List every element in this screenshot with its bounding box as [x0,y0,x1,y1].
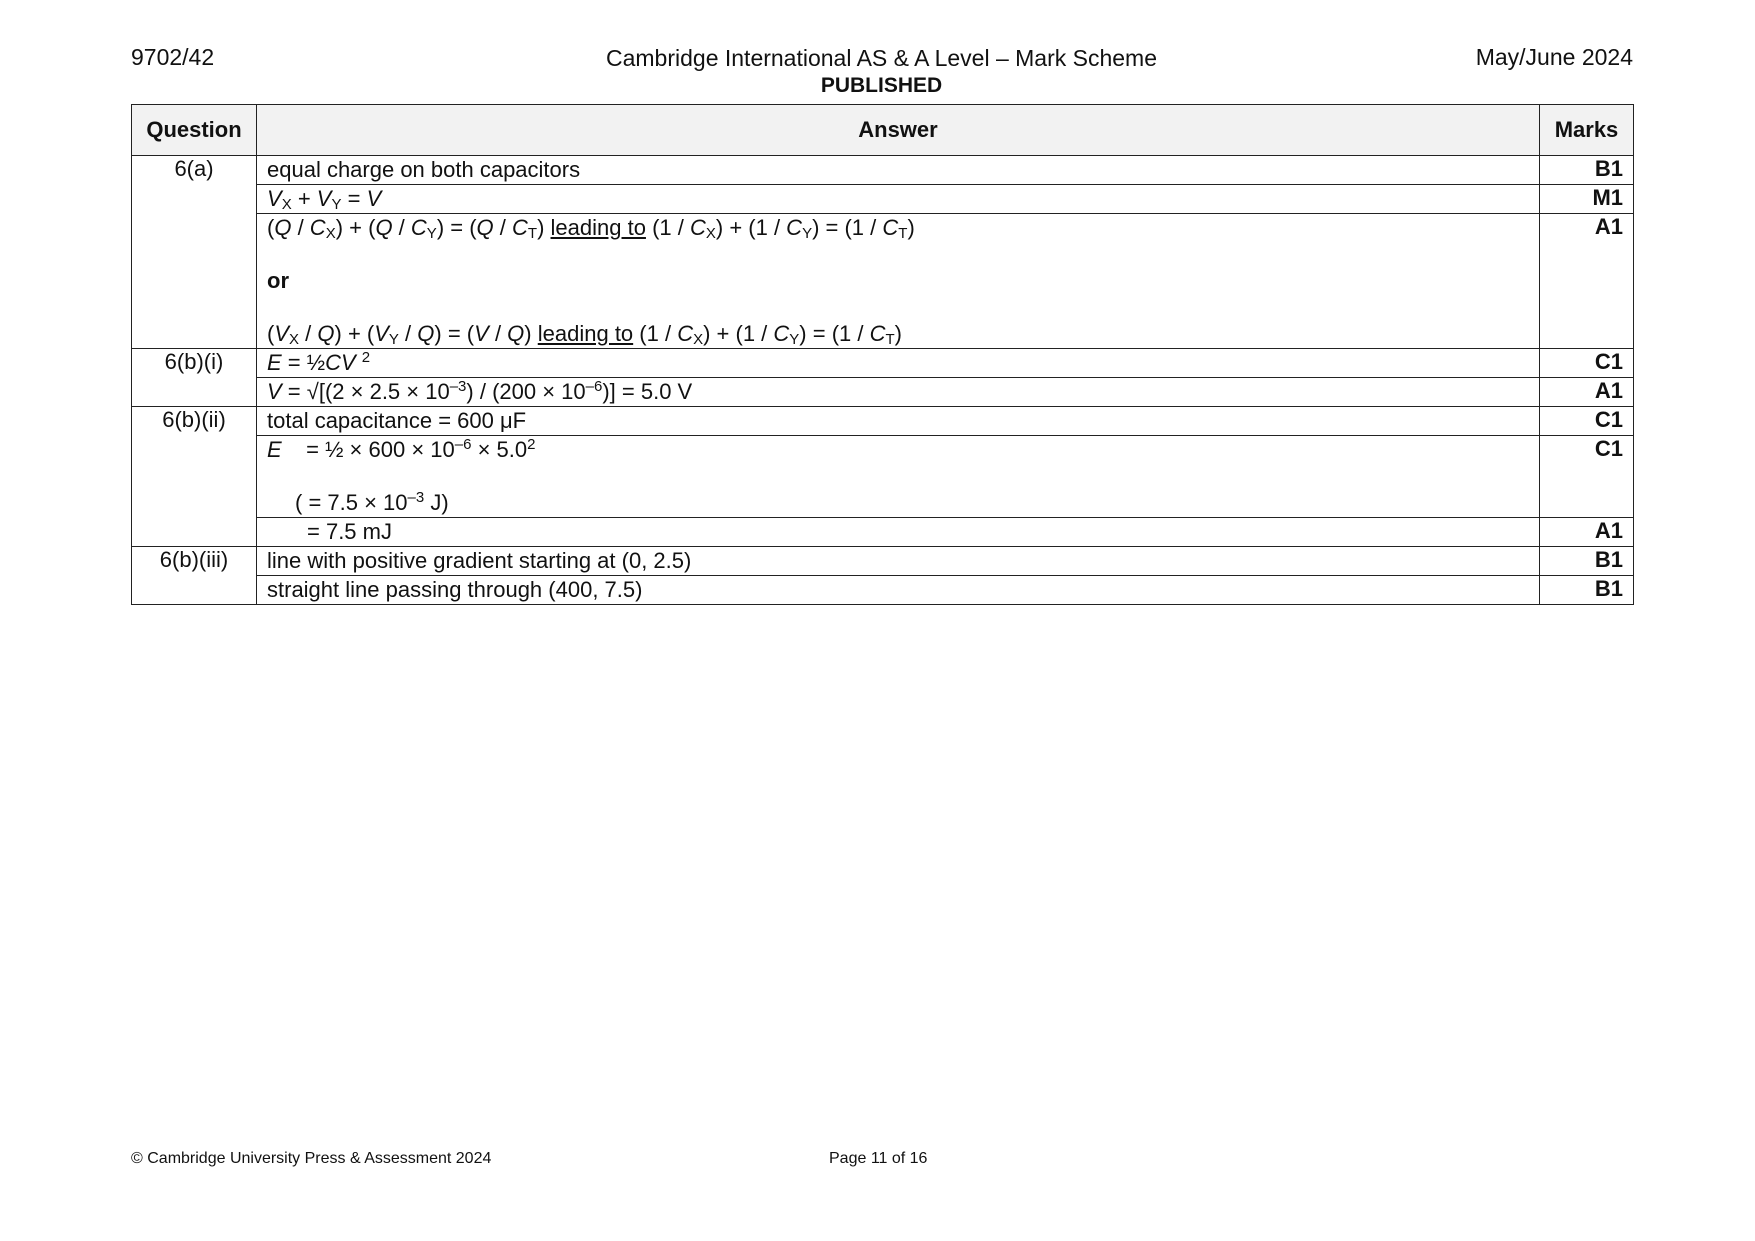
answer-text: $V = √[(2 \times 2.5 \times 10^{-3}) / (200 \times 10^{-6})] = 5.0$ V [267,378,693,404]
mark-cell: B1 [1540,576,1634,605]
answer-cell [257,576,1540,605]
mark-cell: C1 [1540,407,1634,436]
question-number: 6(b)(i) [132,349,257,407]
footer-copyright: © Cambridge University Press & Assessment 2024 [131,1150,492,1167]
header-marks: Marks [1540,105,1634,156]
answer-cell [257,349,1540,378]
mark-cell: B1 [1540,156,1634,185]
table-row [132,518,1634,547]
answer-cell [257,214,1540,349]
table-row [132,576,1634,605]
mark-cell: C1 [1540,436,1634,518]
answer-cell [257,547,1540,576]
answer-text: total capacitance = 600 μF [267,408,527,433]
table-header-row [132,105,1634,156]
answer-cell [257,156,1540,185]
answer-text: line with positive gradient starting at (0, 2.5) [267,548,692,573]
mark-cell: A1 [1540,378,1634,407]
header-status: PUBLISHED [820,74,943,97]
table-row [132,407,1634,436]
header-session: May/June 2024 [1475,44,1633,70]
mark-cell: M1 [1540,185,1634,214]
table-row [132,156,1634,185]
answer-text: $(V_X / Q) + (V_Y / Q) = (V / Q)$ leading to $(1 / C_X) + (1 / C_Y) = (1 / C_T)$ [267,321,902,348]
answer-text: straight line passing through (400, 7.5) [267,577,643,602]
table-row [132,185,1634,214]
answer-text: equal charge on both capacitors [267,157,581,182]
table-row [132,436,1634,518]
header-title: Cambridge International AS & A Level – Mark Scheme [605,45,1158,71]
header-code: 9702/42 [131,44,215,70]
question-number: 6(a) [132,156,257,349]
answer-text: E = ½ × $600 \times 10^{-6} \times 5.0^2$ [267,436,536,462]
mark-cell: C1 [1540,349,1634,378]
mark-scheme-table [131,104,1634,605]
answer-text: = 7.5 mJ [307,519,392,544]
footer-page-number: Page 11 of 16 [829,1150,928,1167]
table-row [132,378,1634,407]
answer-text: $V_X + V_Y = V$ [267,186,382,213]
answer-text: ( = $7.5 \times 10^{-3}$ J) [295,489,449,515]
header-answer: Answer [257,105,1540,156]
answer-text: $(Q / C_X) + (Q / C_Y) = (Q / C_T)$ leading to $(1 / C_X) + (1 / C_Y) = (1 / C_T)$ [267,215,915,242]
answer-cell [257,518,1540,547]
mark-cell: B1 [1540,547,1634,576]
answer-cell [257,436,1540,518]
table-row [132,214,1634,349]
header-question: Question [132,105,257,156]
table-row [132,547,1634,576]
question-number: 6(b)(ii) [132,407,257,547]
answer-text: E = ½CV $^2$ [267,349,371,375]
mark-cell: A1 [1540,214,1634,349]
table-row [132,349,1634,378]
answer-cell [257,407,1540,436]
mark-cell: A1 [1540,518,1634,547]
answer-cell [257,185,1540,214]
answer-or: or [267,268,289,293]
answer-cell [257,378,1540,407]
question-number: 6(b)(iii) [132,547,257,605]
